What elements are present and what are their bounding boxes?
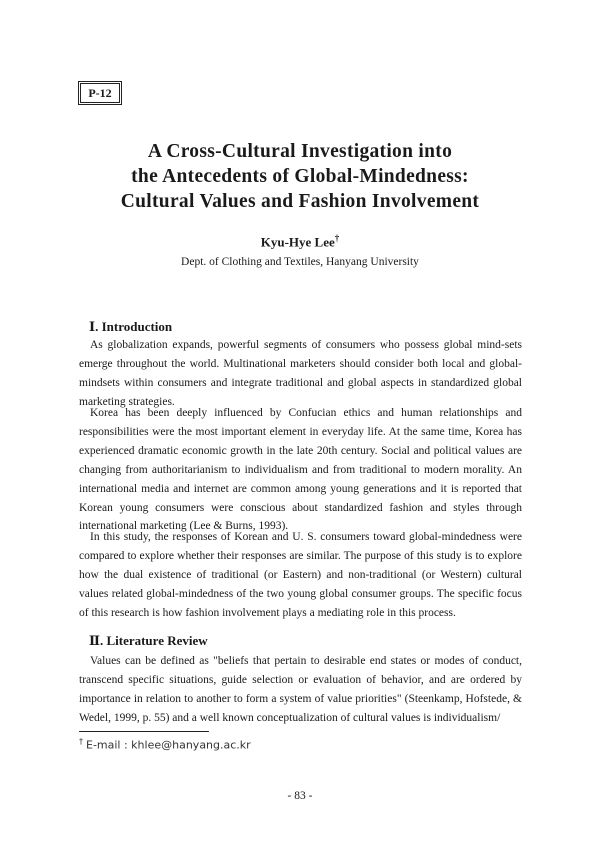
footnote-mark: † <box>79 737 83 746</box>
footnote-email: E-mail : khlee@hanyang.ac.kr <box>86 738 251 752</box>
author-mark: † <box>334 233 340 243</box>
title-line-1: A Cross-Cultural Investigation into <box>147 141 453 162</box>
lit-paragraph-1: Values can be defined as "beliefs that pertain to desirable end states or modes of conduct, transcend specific situations, guide selection or evaluation of behavior, and are ordered by importance in relation to another to form a system of value priorities" (Steenkamp, Hofstede, & Wedel, 1999, p. 55) and a well known conceptualization of cultural values is individualism/ <box>79 655 522 724</box>
heading-literature-review: Ⅱ. Literature Review <box>89 633 208 648</box>
footnote-divider <box>79 731 209 732</box>
author <box>0 233 600 250</box>
intro-paragraph-1: As globalization expands, powerful segments of consumers who possess global mind-sets emerge throughout the world. Multinational marketers should consider both local and global-mindsets within consumers and integrate traditional and global aspects in standardized global marketing strategies. <box>79 339 522 408</box>
title-line-3: Cultural Values and Fashion Involvement <box>120 191 480 212</box>
page-number: - 83 - <box>287 790 313 802</box>
footnote <box>79 737 251 752</box>
paper-label: P-12 <box>80 83 120 103</box>
author-name: Kyu-Hye Lee <box>260 234 335 250</box>
heading-introduction: Ⅰ. Introduction <box>89 319 173 334</box>
title-line-2: the Antecedents of Global-Mindedness: <box>131 166 469 187</box>
intro-paragraph-3: In this study, the responses of Korean and U. S. consumers toward global-mindedness were compared to explore whether their responses are similar. The purpose of this study is to explore how the dual existence of traditional (or Eastern) and non-traditional (or Western) cultural values related global-mindedness of the two young global consumer groups. The specific focus of this research is how fashion involvement plays a mediating role in this process. <box>79 531 522 619</box>
author-affiliation: Dept. of Clothing and Textiles, Hanyang University <box>181 256 419 268</box>
intro-paragraph-2: Korea has been deeply influenced by Confucian ethics and human relationships and responsibilities were the most important element in everyday life. At the same time, Korea has experienced dramatic economic growth in the late 20th century. Social and political values are changing from authoritarianism to individualism and from traditional to modern morality. An international media and internet are common among young generations and it is reported that Korean young consumers were conscious about standardized fashion and styles through international marketing (Lee & Burns, 1993). <box>79 407 522 533</box>
paper-title <box>0 139 600 214</box>
